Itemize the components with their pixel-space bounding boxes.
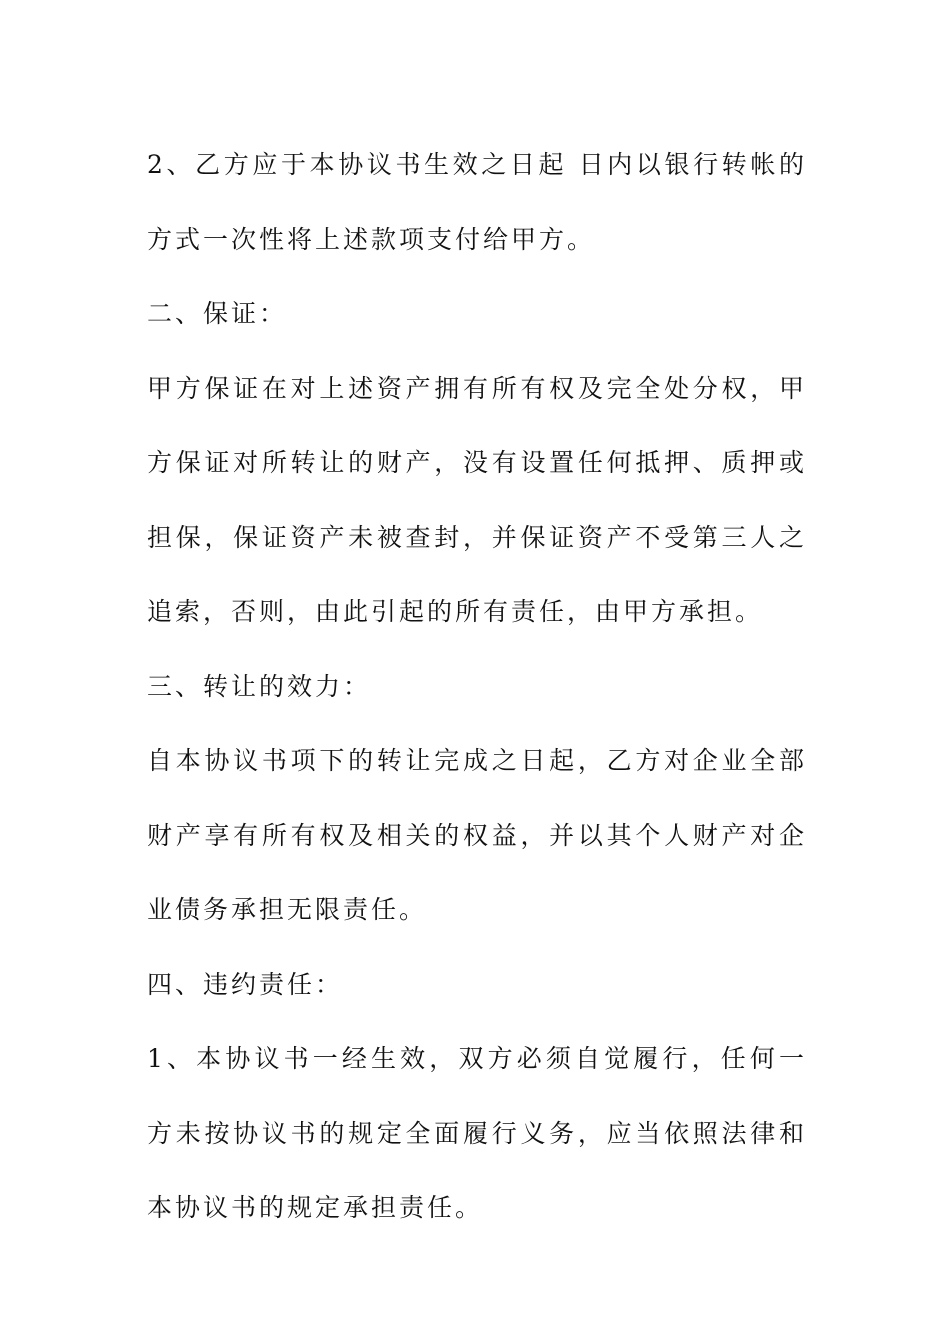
section-heading-breach-liability: 四、违约责任： <box>147 969 344 999</box>
section-heading-transfer-effect: 三、转让的效力： <box>147 671 372 701</box>
section-heading-guarantee: 二、保证： <box>147 299 288 328</box>
clause-guarantee: 甲方保证在对上述资产拥有所有权及完全处分权，甲方保证对所转让的财产，没有设置任何抵押、质押或担保，保证资产未被查封，并保证资产不受第三人之追索，否则，由此引起的所有责任，由甲方承担。 <box>147 373 807 626</box>
document-body <box>147 128 807 1246</box>
clause-transfer-effect: 自本协议书项下的转让完成之日起，乙方对企业全部财产享有所有权及相关的权益，并以其个人财产对企业债务承担无限责任。 <box>147 746 807 924</box>
clause-breach-liability: 1、本协议书一经生效，双方必须自觉履行，任何一方未按协议书的规定全面履行义务，应当依照法律和本协议书的规定承担责任。 <box>147 1044 807 1222</box>
clause-payment-term: 2、乙方应于本协议书生效之日起 日内以银行转帐的方式一次性将上述款项支付给甲方。 <box>147 150 807 254</box>
